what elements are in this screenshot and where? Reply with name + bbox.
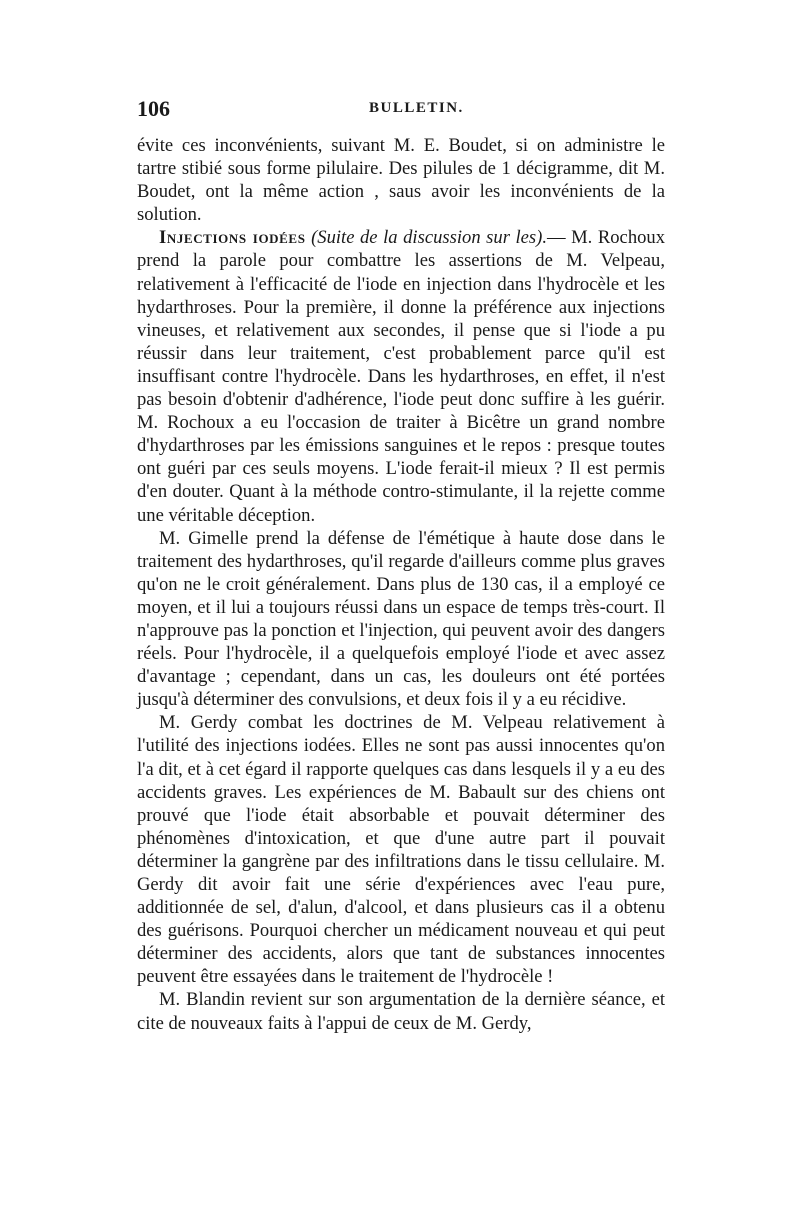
paragraph-5: M. Blandin revient sur son argumentation de la dernière séance, et cite de nouveaux faits à l'appui de ceux de M. Gerdy,	[137, 989, 665, 1034]
running-title: BULLETIN.	[369, 100, 464, 116]
body-text	[137, 134, 665, 1035]
paragraph-2-text: — M. Rochoux prend la parole pour combattre les assertions de M. Velpeau, relativement à l'efficacité de l'iode en injection dans l'hydrocèle et les hydarthroses. Pour la première, il donne la préférence aux injections vineuses, et relativement aux secondes, il pense que si l'iode a pu réussir dans leur traitement, c'est probablement parce qu'il est insuffisant contre l'hydrocèle. Dans les hydarthroses, en effet, il n'est pas besoin d'obtenir d'adhérence, l'iode peut donc suffire à les guérir. M. Rochoux a eu l'occasion de traiter à Bicêtre un grand nombre d'hydarthroses par les émissions sanguines et le repos : presque toutes ont guéri par ces seuls moyens. L'iode ferait-il mieux ? Il est permis d'en douter. Quant à la méthode contro-stimulante, il la rejette comme une véritable déception.	[137, 227, 666, 526]
paragraph-1: évite ces inconvénients, suivant M. E. Boudet, si on administre le tartre stibié sous forme pilulaire. Des pilules de 1 décigramme, dit M. Boudet, ont la même action , saus avoir les inconvénients de la solution.	[137, 135, 665, 226]
paragraph-3: M. Gimelle prend la défense de l'émétique à haute dose dans le traitement des hydarthroses, qu'il regarde d'ailleurs comme plus graves qu'on ne le croit généralement. Dans plus de 130 cas, il a employé ce moyen, et il lui a toujours réussi dans un espace de temps très-court. Il n'approuve pas la ponction et l'injection, qui peuvent avoir des dangers réels. Pour l'hydrocèle, il a quelquefois employé l'iode et avec assez d'avantage ; cependant, dans un cas, les douleurs ont été portées jusqu'à déterminer des convulsions, et deux fois il y a eu récidive.	[137, 527, 665, 711]
paragraph-2	[137, 226, 665, 526]
section-heading: Injections iodées	[159, 227, 306, 249]
paragraph-4: M. Gerdy combat les doctrines de M. Velpeau relativement à l'utilité des injections iodées. Elles ne sont pas aussi innocentes qu'on l'a dit, et à cet égard il rapporte quelques cas dans lesquels il y a eu des accidents graves. Les expériences de M. Babault sur des chiens ont prouvé que l'iode était absorbable et pouvait déterminer des phénomènes d'intoxication, et que d'une autre part il pouvait déterminer la gangrène par des infiltrations dans le tissu cellulaire. M. Gerdy dit avoir fait une série d'expériences avec l'eau pure, additionnée de sel, d'alun, d'alcool, et dans plusieurs cas il a obtenu des guérisons. Pourquoi chercher un médicament nouveau et qui peut déterminer des accidents, alors que tant de substances innocentes peuvent être essayées dans le traitement de l'hydrocèle !	[137, 712, 665, 988]
page-header	[137, 96, 665, 124]
section-subheading: (Suite de la discussion sur les).	[311, 227, 547, 249]
page-number: 106	[137, 96, 170, 121]
